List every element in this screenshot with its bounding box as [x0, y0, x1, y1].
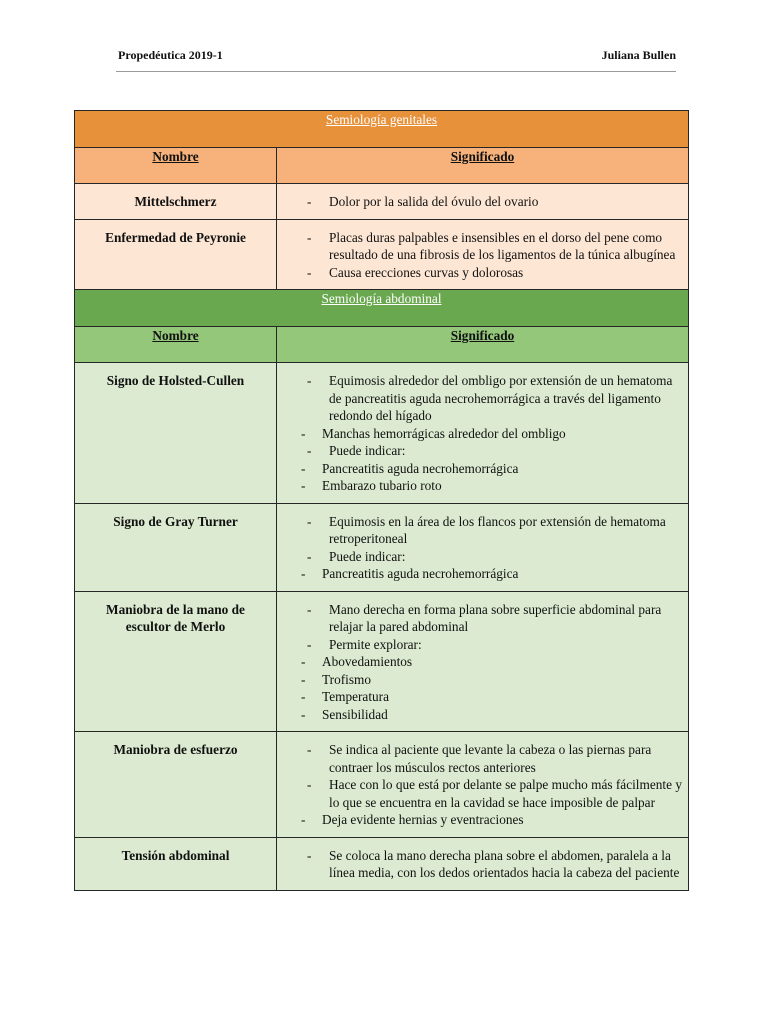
meaning-text: Puede indicar: [329, 548, 406, 564]
meaning-item [277, 442, 684, 460]
sub-item: - Embarazo tubario roto [277, 477, 684, 495]
meaning-item [277, 513, 684, 548]
meaning-item [277, 372, 684, 425]
term-name: Signo de Gray Turner [75, 503, 277, 591]
sub-list [277, 565, 684, 583]
semiology-table [74, 110, 689, 891]
meaning-item [277, 548, 684, 566]
meaning-list [277, 847, 684, 882]
section-title: Semiología genitales [75, 111, 689, 148]
term-meaning [277, 363, 689, 504]
meaning-item [277, 636, 684, 654]
sub-item: - Trofismo [277, 671, 684, 689]
sub-item: - Sensibilidad [277, 706, 684, 724]
meaning-list [277, 601, 684, 724]
meaning-text: Equimosis en la área de los flancos por extensión de hematoma retroperitoneal [329, 513, 666, 546]
meaning-text: Se indica al paciente que levante la cabeza o las piernas para contraer los músculos rectos anteriores [329, 742, 652, 775]
term-name: Maniobra de esfuerzo [75, 732, 277, 838]
meaning-item [277, 776, 684, 811]
column-header-row [75, 148, 689, 184]
sub-list-holder [277, 811, 684, 829]
column-header-significado: Significado [277, 148, 689, 184]
sub-item: - Pancreatitis aguda necrohemorrágica [277, 460, 684, 478]
section-abdominal [75, 290, 689, 891]
table-row [75, 184, 689, 220]
meaning-text: Permite explorar: [329, 636, 422, 652]
page-header [118, 46, 676, 64]
header-divider [116, 71, 676, 72]
sub-list [277, 425, 684, 443]
term-name: Signo de Holsted-Cullen [75, 363, 277, 504]
table-row [75, 837, 689, 890]
sub-list [277, 653, 684, 723]
term-meaning [277, 732, 689, 838]
meaning-list [277, 741, 684, 829]
meaning-item [277, 193, 684, 211]
sub-list-holder [277, 653, 684, 723]
section-genitales [75, 111, 689, 290]
term-name: Mittelschmerz [75, 184, 277, 220]
meaning-text: Placas duras palpables e insensibles en el dorso del pene como resultado de una fibrosis de los ligamentos de la túnica albugínea [329, 229, 676, 262]
section-title-row [75, 290, 689, 327]
meaning-text: Mano derecha en forma plana sobre superficie abdominal para relajar la pared abdominal [329, 601, 662, 634]
sub-item: - Manchas hemorrágicas alrededor del ombligo [277, 425, 684, 443]
meaning-text: Equimosis alrededor del ombligo por extensión de un hematoma de pancreatitis aguda necrohemorrágica a través del ligamento redondo del hígado [329, 373, 673, 423]
meaning-item [277, 847, 684, 882]
header-course: Propedéutica 2019-1 [118, 47, 223, 62]
meaning-text: Dolor por la salida del óvulo del ovario [329, 194, 539, 209]
sub-item: - Abovedamientos [277, 653, 684, 671]
term-meaning [277, 837, 689, 890]
meaning-item [277, 741, 684, 776]
sub-item: - Temperatura [277, 688, 684, 706]
meaning-text: Causa erecciones curvas y dolorosas [329, 264, 524, 280]
column-header-nombre: Nombre [75, 148, 277, 184]
meaning-list [277, 229, 684, 282]
column-header-row [75, 327, 689, 363]
term-name: Enfermedad de Peyronie [75, 219, 277, 290]
term-name: Tensión abdominal [75, 837, 277, 890]
sub-list-holder [277, 425, 684, 443]
sub-list [277, 460, 684, 495]
sub-item: - Pancreatitis aguda necrohemorrágica [277, 565, 684, 583]
meaning-list [277, 372, 684, 495]
header-author: Juliana Bullen [601, 47, 676, 62]
meaning-item [277, 229, 684, 264]
table-row [75, 591, 689, 732]
meaning-list [277, 193, 684, 211]
sub-list [277, 811, 684, 829]
meaning-item [277, 264, 684, 282]
term-meaning [277, 184, 689, 220]
sub-list-holder [277, 565, 684, 583]
section-title-row [75, 111, 689, 148]
term-meaning [277, 503, 689, 591]
table-row [75, 363, 689, 504]
column-header-significado: Significado [277, 327, 689, 363]
term-meaning [277, 591, 689, 732]
table-row [75, 503, 689, 591]
meaning-text: Se coloca la mano derecha plana sobre el abdomen, paralela a la línea media, con los dedos orientados hacia la cabeza del paciente [329, 847, 680, 880]
meaning-item [277, 601, 684, 636]
column-header-nombre: Nombre [75, 327, 277, 363]
term-name: Maniobra de la mano de escultor de Merlo [75, 591, 277, 732]
section-title: Semiología abdominal [75, 290, 689, 327]
term-meaning [277, 219, 689, 290]
meaning-text: Hace con lo que está por delante se palpe mucho más fácilmente y lo que se encuentra en la cavidad se hace imposible de palpar [329, 777, 682, 810]
table-row [75, 219, 689, 290]
table-row [75, 732, 689, 838]
sub-list-holder [277, 460, 684, 495]
meaning-list [277, 513, 684, 583]
sub-item: - Deja evidente hernias y eventraciones [277, 811, 684, 829]
meaning-text: Puede indicar: [329, 443, 406, 458]
